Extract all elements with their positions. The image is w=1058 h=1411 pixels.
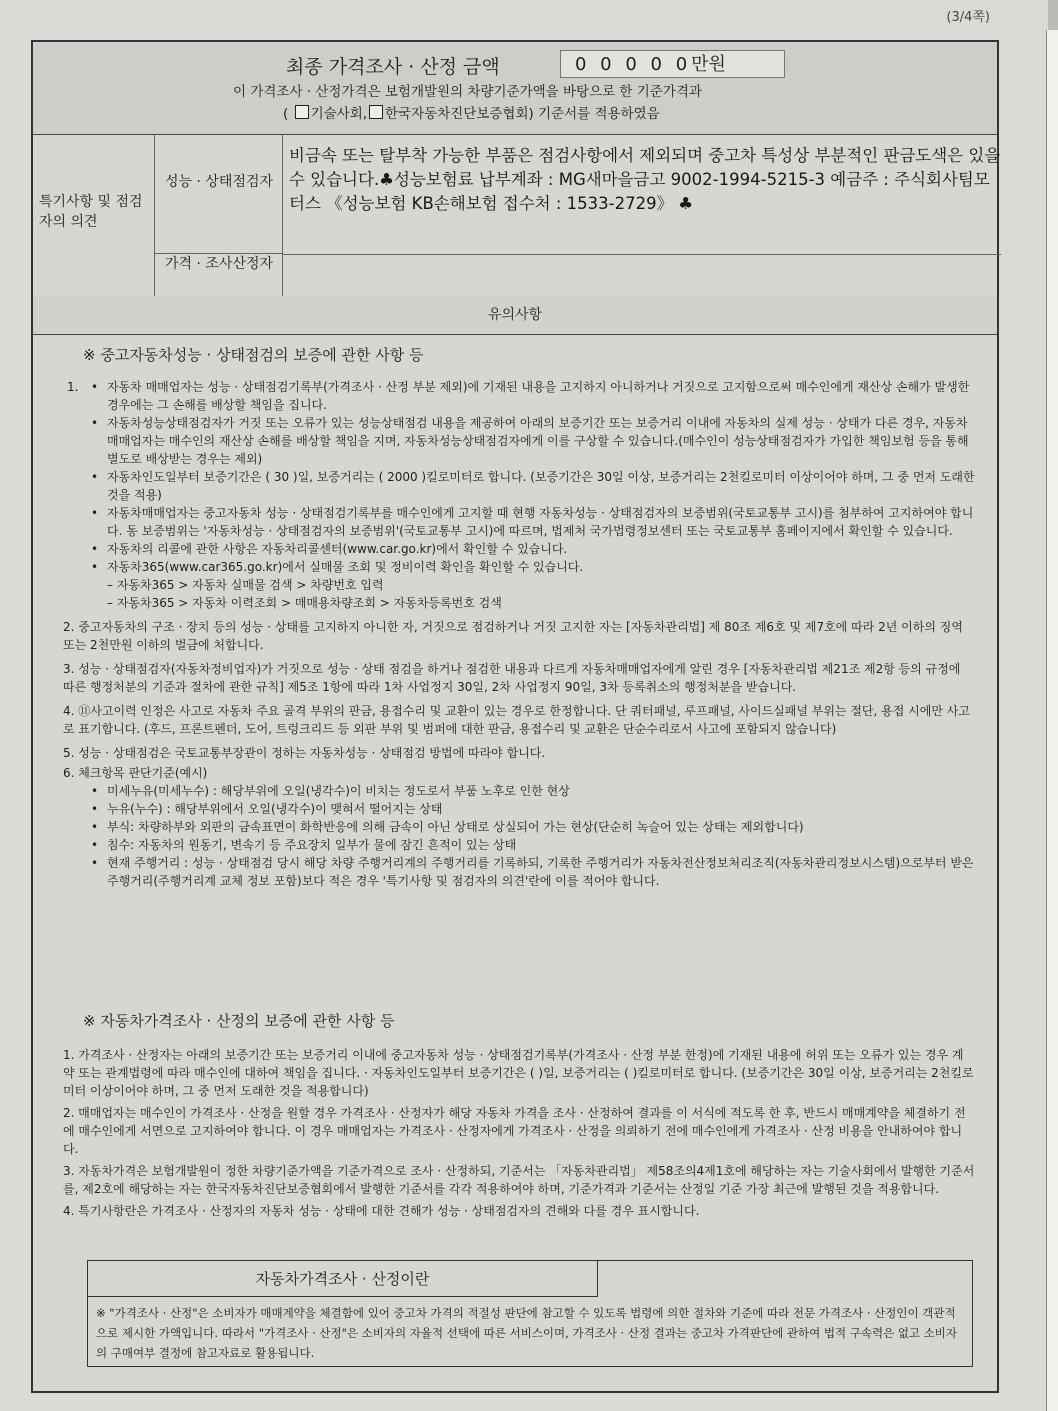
list-item: • 자동차성능상태점검자가 거짓 또는 오류가 있는 성능상태점검 내용을 제공하여 아래의 보증기간 또는 보증거리 이내에 자동차의 실제 성능 · 상태가 다른 경우, 자동차매매업자는 매수인의 재산상 손해를 배상할 책임을 지며, 자동차성능상태점검자에게 이를 구상할 수 있습니다.(매수인이 성능상태점검자가 가입한 책임보험 등을 통해 별도로 배상받는 경우는 제외) xyxy=(83,414,975,468)
option-kadia: 한국자동차진단보증협회) 기준서를 적용하였음 xyxy=(385,106,660,122)
inspector-opinion-text: 비금속 또는 탈부착 가능한 부품은 점검사항에서 제외되며 중고차 특성상 부분적인 판금도색은 있을 수 있습니다.♣성능보험료 납부계좌 : MG새마을금고 9002-1994-5215-3 예금주 : 주식회사팀모터스 《성능보험 KB손해보험 접수처 : 1533-2729》 ♣ xyxy=(289,146,1001,213)
adjacent-page-edge xyxy=(1046,30,1058,1411)
list-item: • 누유(누수) : 해당부위에서 오일(냉각수)이 맺혀서 떨어지는 상태 xyxy=(83,800,975,818)
checkbox-technical-society[interactable] xyxy=(295,105,309,119)
list-item: • 침수: 자동차의 원동기, 변속기 등 주요장치 일부가 물에 잠긴 흔적이 있는 상태 xyxy=(83,836,975,854)
section1-item1: 1. • 자동차 매매업자는 성능 · 상태점검기록부(가격조사 · 산정 부분 제외)에 기재된 내용을 고지하지 아니하거나 거짓으로 고지함으로써 매수인에게 재산상 손해가 발생한 경우에는 그 손해를 배상할 책임을 집니다. • 자동차성능상태점검자가 거짓 또는 오류가 있는 성능상태점검 내용을 제공하여 아래의 보증기간 또는 보증거리 이내에 자동차의 실제 성능 · 상태가 다른 경우, 자동차매매업자는 매수인의 재산상 손해를 배상할 책임을 지며, 자동차성능상태점검자에게 이를 구상할 수 있습니다.(매수인이 성능상태점검자가 가입한 책임보험 등을 통해 별도로 배상받는 경우는 제외) • 자동차인도일부터 보증기간은 ( 30 )일, 보증거리는 ( 2000 )킬로미터로 합니다. (보증기간은 30일 이상, 보증거리는 2천킬로미터 이상이어야 하며, 그 중 먼저 도래한 것을 적용) • 자동차매매업자는 중고자동차 성능 · 상태점검기록부를 매수인에게 고지할 때 현행 자동차성능 · 상태점검자의 보증범위(국토교통부 고시)를 첨부하여 고지하여야 합니다. 동 보증범위는 '자동차성능 · 상태점검자의 보증범위'(국토교통부 고시)에 따르며, 법제처 국가법령정보센터 또는 국토교통부 홈페이지에서 확인할 수 있습니다. • 자동차의 리콜에 관한 사항은 자동차리콜센터(www.car.go.kr)에서 확인할 수 있습니다. • 자동차365(www.car365.go.kr)에서 실매물 조회 및 정비이력 확인을 확인할 수 있습니다. – 자동차365 > 자동차 실매물 검색 > 차량번호 입력 – 자동차365 > 자동차 이력조회 > 매매용차량조회 > 자동차등록번호 검색 xyxy=(63,378,975,612)
price-assessor-label: 가격 · 조사산정자 xyxy=(155,254,283,296)
section2-item4: 4. 특기사항란은 가격조사 · 산정자의 자동차 성능 · 상태에 대한 견해가 성능 · 상태점검자의 견해와 다를 경우 표시합니다. xyxy=(63,1204,700,1218)
special-notes-label: 특기사항 및 점검자의 의견 xyxy=(33,134,155,296)
list-item: • 자동차 매매업자는 성능 · 상태점검기록부(가격조사 · 산정 부분 제외)에 기재된 내용을 고지하지 아니하거나 거짓으로 고지함으로써 매수인에게 재산상 손해가 발생한 경우에는 그 손해를 배상할 책임을 집니다. xyxy=(83,378,975,414)
section2-item2: 2. 매매업자는 매수인이 가격조사 · 산정을 원할 경우 가격조사 · 산정자가 해당 자동차 가격을 조사 · 산정하여 결과를 이 서식에 적도록 한 후, 반드시 매매계약을 체결하기 전에 매수인에게 서면으로 고지하여야 합니다. 이 경우 매매업자는 가격조사 · 산정자에게 가격조사 · 산정을 의뢰하기 전에 매수인에게 가격조사 · 산정 비용을 안내하여야 합니다. xyxy=(63,1106,966,1156)
final-price-amount-box xyxy=(560,50,785,78)
definition-title: 자동차가격조사 · 산정이란 xyxy=(88,1261,598,1297)
list-subitem: – 자동차365 > 자동차 이력조회 > 매매용차량조회 > 자동차등록번호 검색 xyxy=(107,596,502,610)
section2-item1: 1. 가격조사 · 산정자는 아래의 보증기간 또는 보증거리 이내에 중고자동차 성능 · 상태점검기록부(가격조사 · 산정 부분 한정)에 기재된 내용에 허위 또는 오류가 있는 경우 계약 또는 관계법령에 따라 매수인에 대하여 책임을 집니다. · 자동차인도일부터 보증기간은 ( )일, 보증거리는 ( )킬로미터로 합니다. (보증기간은 30일 이상, 보증거리는 2천킬로미터 이상이어야 하며, 그 중 먼저 도래한 것을 적용합니다) xyxy=(63,1048,974,1098)
list-subitem: – 자동차365 > 자동차 실매물 검색 > 차량번호 입력 xyxy=(107,578,384,592)
list-item: • 자동차365(www.car365.go.kr)에서 실매물 조회 및 정비이력 확인을 확인할 수 있습니다. xyxy=(83,558,975,576)
final-price-title: 최종 가격조사 · 산정 금액 xyxy=(286,56,500,78)
final-price-section xyxy=(33,42,997,135)
list-item: • 미세누유(미세누수) : 해당부위에 오일(냉각수)이 비치는 정도로서 부품 노후로 인한 현상 xyxy=(83,782,975,800)
final-price-basis-line: 이 가격조사 · 산정가격은 보험개발원의 차량기준가액을 바탕으로 한 기준가격과 xyxy=(233,84,702,100)
section2-items xyxy=(63,1046,975,1220)
section1-items xyxy=(63,378,975,890)
notice-header: 유의사항 xyxy=(33,296,997,335)
section2-item3: 3. 자동차가격은 보험개발원이 정한 차량기준가액을 기준가격으로 조사 · 산정하되, 기준서는 「자동차관리법」 제58조의4제1호에 해당하는 자는 기술사회에서 발행한 기준서를, 제2호에 해당하는 자는 한국자동차진단보증협회에서 발행한 기준서를 각각 적용하여야 하며, 기준가격과 기준서는 산정일 기준 가장 최근에 발행된 것을 적용합니다. xyxy=(63,1164,975,1196)
section1-item3: 3. 성능 · 상태점검자(자동차정비업자)가 거짓으로 성능 · 상태 점검을 하거나 점검한 내용과 다르게 자동차매매업자에게 알린 경우 [자동차관리법 제21조 제2항 등의 규정에 따른 행정처분의 기준과 절차에 관한 규칙] 제5조 1항에 따라 1차 사업정지 30일, 2차 사업정지 90일, 3차 등록취소의 행정처분을 받습니다. xyxy=(63,662,961,694)
section1-item2: 2. 중고자동차의 구조 · 장치 등의 성능 · 상태를 고지하지 아니한 자, 거짓으로 점검하거나 거짓 고지한 자는 [자동차관리법] 제 80조 제6호 및 제7호에 따라 2년 이하의 징역 또는 2천만원 이하의 벌금에 처합니다. xyxy=(63,620,963,652)
section1-item5: 5. 성능 · 상태점검은 국토교통부장관이 정하는 자동차성능 · 상태점검 방법에 따라야 합니다. xyxy=(63,746,546,760)
list-item: • 부식: 차량하부와 외판의 금속표면이 화학반응에 의해 금속이 아닌 상태로 상실되어 가는 현상(단순히 녹슬어 있는 상태는 제외합니다) xyxy=(83,818,975,836)
final-price-standard-line: ( 기술사회, 한국자동차진단보증협회) 기준서를 적용하였음 xyxy=(283,106,660,122)
list-item: • 자동차인도일부터 보증기간은 ( 30 )일, 보증거리는 ( 2000 )킬로미터로 합니다. (보증기간은 30일 이상, 보증거리는 2천킬로미터 이상이어야 하며, 그 중 먼저 도래한 것을 적용) xyxy=(83,468,975,504)
section1-item6-list xyxy=(63,782,975,890)
form-frame xyxy=(31,40,999,1393)
definition-text: ※ "가격조사 · 산정"은 소비자가 매매계약을 체결함에 있어 중고차 가격의 적절성 판단에 참고할 수 있도록 법령에 의한 절차와 기준에 따라 전문 가격조사 · 산정인이 객관적으로 제시한 가액입니다. 따라서 "가격조사 · 산정"은 소비자의 자율적 선택에 따른 서비스이며, 가격조사 · 산정 결과는 중고차 가격판단에 관하여 법적 구속력은 없고 소비자의 구매여부 결정에 참고자료로 활용됩니다. xyxy=(96,1306,958,1360)
section2-title: ※ 자동차가격조사 · 산정의 보증에 관한 사항 등 xyxy=(83,1012,395,1030)
list-item: • 현재 주행거리 : 성능 · 상태점검 당시 해당 차량 주행거리계의 주행거리를 기록하되, 기록한 주행거리가 자동차전산정보처리조직(자동차관리정보시스템)으로부터 받은 주행거리(주행거리계 교체 정보 포함)보다 적은 경우 '특기사항 및 점검자의 의견'란에 이를 적어야 합니다. xyxy=(83,854,975,890)
inspector-label: 성능 · 상태점검자 xyxy=(155,134,283,254)
section1-item6-title: 6. 체크항목 판단기준(예시) xyxy=(63,766,208,780)
final-price-amount: 0 0 0 0 0 xyxy=(575,54,692,75)
final-price-unit: 만원 xyxy=(691,54,726,75)
checkbox-kadia[interactable] xyxy=(369,105,383,119)
section1-item4: 4. ⑪사고이력 인정은 사고로 자동차 주요 골격 부위의 판금, 용접수리 및 교환이 있는 경우로 한정합니다. 단 쿼터패널, 루프패널, 사이드실패널 부위는 절단, 용접 시에만 사고로 표기합니다. (후드, 프론트펜더, 도어, 트렁크리드 등 외판 부위 및 범퍼에 대한 판금, 용접수리 및 교환은 단순수리로서 사고에 포함되지 않습니다) xyxy=(63,704,970,736)
list-item: • 자동차의 리콜에 관한 사항은 자동차리콜센터(www.car.go.kr)에서 확인할 수 있습니다. xyxy=(83,540,975,558)
special-notes-section xyxy=(33,134,1001,297)
section1-title: ※ 중고자동차성능 · 상태점검의 보증에 관한 사항 등 xyxy=(83,346,424,364)
list-item: • 자동차매매업자는 중고자동차 성능 · 상태점검기록부를 매수인에게 고지할 때 현행 자동차성능 · 상태점검자의 보증범위(국토교통부 고시)를 첨부하여 고지하여야 합니다. 동 보증범위는 '자동차성능 · 상태점검자의 보증범위'(국토교통부 고시)에 따르며, 법제처 국가법령정보센터 또는 국토교통부 홈페이지에서 확인할 수 있습니다. xyxy=(83,504,975,540)
definition-box xyxy=(87,1260,973,1367)
option-technical-society: 기술사회, xyxy=(310,106,368,122)
row-divider xyxy=(283,254,1001,256)
page-number: (3/4쪽) xyxy=(946,10,990,25)
